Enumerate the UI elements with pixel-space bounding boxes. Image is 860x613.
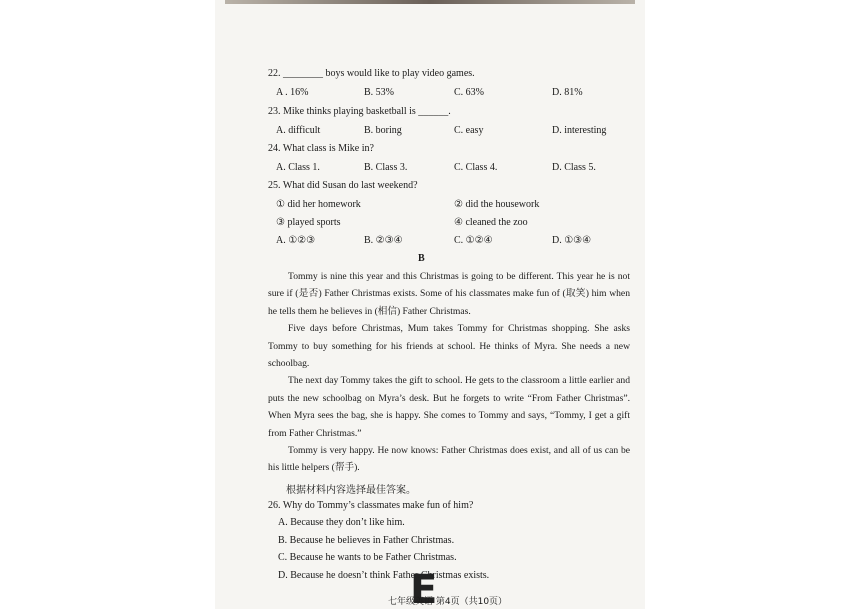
question-26-option-a: A. Because they don’t like him. [278, 517, 405, 528]
option-b: B. boring [364, 125, 402, 136]
option-a: A. Class 1. [276, 162, 320, 173]
section-heading-b: B [418, 253, 425, 264]
passage-paragraph-1: Tommy is nine this year and this Christmas is going to be different. This year he is not sure if (是否) Father Christmas exists. Some of his classmates make fun of (取笑) him when he tells them he believes in (相信) Father Christmas. [268, 271, 630, 317]
question-26-option-c: C. Because he wants to be Father Christmas. [278, 552, 457, 563]
option-d: D. ①③④ [552, 235, 592, 246]
question-26-option-b: B. Because he believes in Father Christmas. [278, 535, 455, 546]
option-a: A. difficult [276, 125, 321, 136]
question-26-option-d: D. Because he doesn’t think Father Christmas exists. [278, 570, 490, 581]
option-b: B. Class 3. [364, 162, 408, 173]
option-c: C. Class 4. [454, 162, 498, 173]
choice-3: ③ played sports [276, 217, 341, 228]
passage-paragraph-4: Tommy is very happy. He now knows: Father Christmas does exist, and all of us can be his little helpers (帮手). [268, 445, 630, 474]
question-25-stem: 25. What did Susan do last weekend? [268, 180, 418, 191]
option-c: C. 63% [454, 87, 484, 98]
question-24-stem: 24. What class is Mike in? [268, 143, 374, 154]
choice-1: ① did her homework [276, 199, 361, 210]
option-d: D. Class 5. [552, 162, 596, 173]
option-c: C. easy [454, 125, 484, 136]
passage-paragraph-3: The next day Tommy takes the gift to school. He gets to the classroom a little earlier and puts the new schoolbag on Myra’s desk. But he forgets to write “From Father Christmas”. When Myra sees the bag, she is happy. She comes to Tommy and says, “Tommy, I get a gift from Father Christmas.” [268, 375, 630, 439]
option-c: C. ①②④ [454, 235, 493, 246]
option-b: B. 53% [364, 87, 394, 98]
passage-paragraph-2: Five days before Christmas, Mum takes Tommy for Christmas shopping. She asks Tommy to buy something for his friends at school. He thinks of Myra. She needs a new schoolbag. [268, 323, 630, 370]
option-a: A . 16% [276, 87, 309, 98]
option-d: D. interesting [552, 125, 607, 136]
stamp-letter: E [410, 567, 438, 613]
page-footer: 七年级英语 第4页（共10页） [388, 597, 508, 607]
choice-2: ② did the housework [454, 199, 540, 210]
question-26-stem: 26. Why do Tommy’s classmates make fun of him? [268, 500, 474, 511]
question-23-stem: 23. Mike thinks playing basketball is ______. [268, 106, 451, 117]
option-b: B. ②③④ [364, 235, 403, 246]
page-top-edge [225, 0, 635, 4]
choice-4: ④ cleaned the zoo [454, 217, 528, 228]
reading-passage [268, 268, 630, 477]
question-22-stem: 22. ________ boys would like to play video games. [268, 68, 475, 79]
option-a: A. ①②③ [276, 235, 316, 246]
instruction-text: 根据材料内容选择最佳答案。 [286, 485, 416, 496]
option-d: D. 81% [552, 87, 583, 98]
